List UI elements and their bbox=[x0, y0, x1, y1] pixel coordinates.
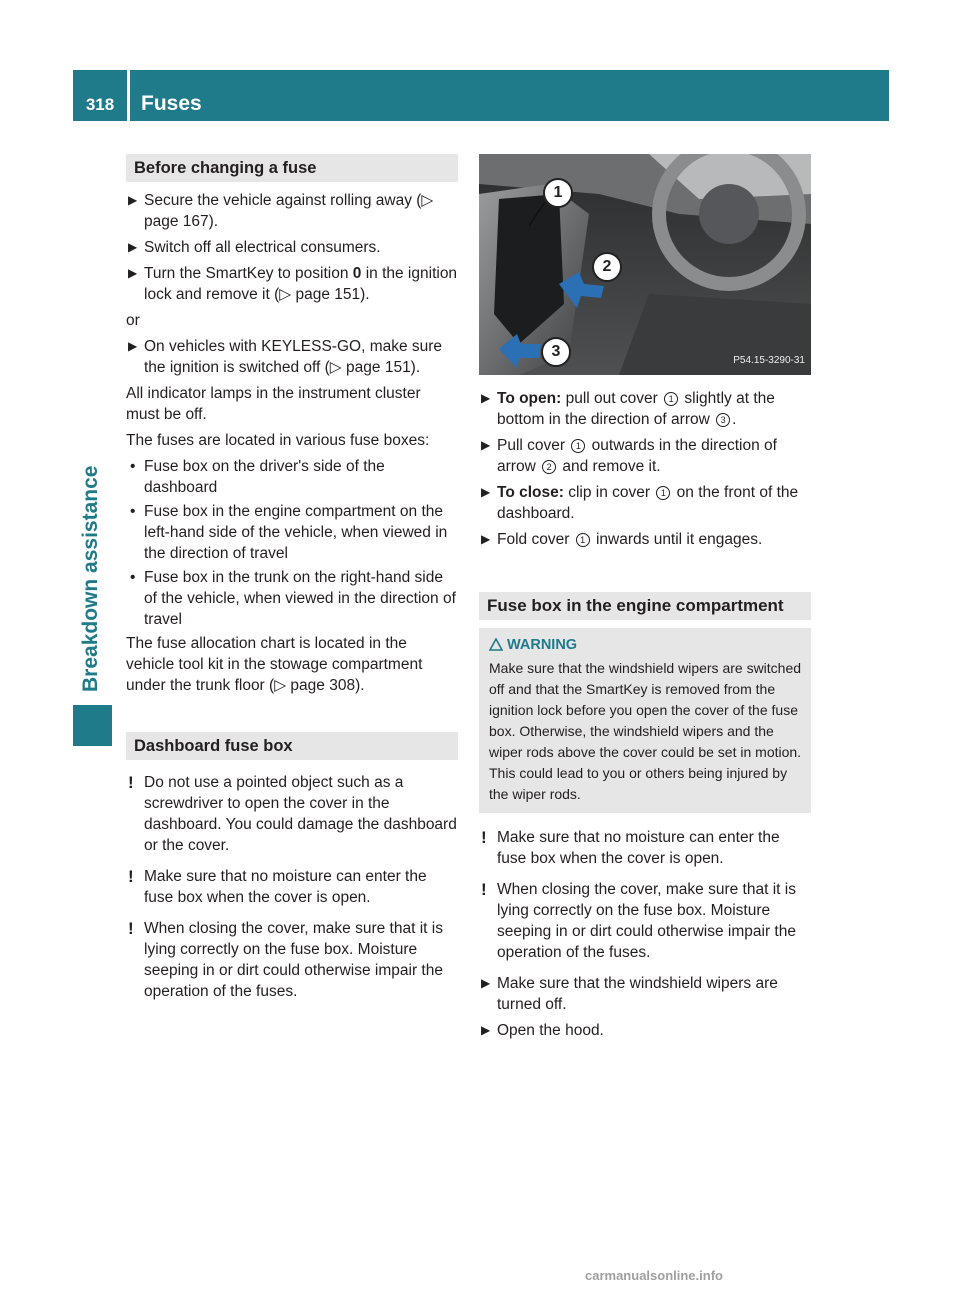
warning-text: Make sure that the windshield wipers are switched off and that the SmartKey is removed from the ignition lock before you open the cover of the fuse box. Otherwise, the windshield wipers and the wiper rods above the cover could be set in motion. This could lead to you or others being injured by the wiper rods. bbox=[489, 660, 802, 802]
warning-heading: WARNING bbox=[489, 635, 803, 656]
step-arrow-icon: ▶ bbox=[481, 532, 491, 546]
bullet-item: • Fuse box on the driver's side of the dashboard bbox=[130, 458, 385, 496]
step-arrow-icon: ▶ bbox=[128, 266, 138, 280]
bullet-item: • Fuse box in the engine compartment on the left-hand side of the vehicle, when viewed in the direction of travel bbox=[130, 503, 448, 562]
dashboard-fuse-cover-photo bbox=[479, 154, 811, 375]
callout-ref-1: 1 bbox=[656, 486, 670, 500]
footer-watermark: carmanualsonline.info bbox=[585, 1268, 723, 1283]
callout-ref-1: 1 bbox=[664, 392, 678, 406]
side-chapter-tab bbox=[73, 705, 112, 746]
step-item: ▶ Switch off all electrical consumers. bbox=[128, 239, 381, 256]
step-arrow-icon: ▶ bbox=[481, 976, 491, 990]
caution-note: ! Make sure that no moisture can enter the fuse box when the cover is open. bbox=[128, 867, 427, 906]
callout-ref-1: 1 bbox=[576, 533, 590, 547]
paragraph: The fuse allocation chart is located in the vehicle tool kit in the stowage compartment under the trunk floor (▷ page 308). bbox=[126, 635, 423, 694]
step-item: ▶ Fold cover 1 inwards until it engages. bbox=[481, 531, 763, 548]
paragraph: The fuses are located in various fuse boxes: bbox=[126, 432, 430, 449]
right-column bbox=[479, 154, 811, 1046]
exclamation-icon: ! bbox=[128, 919, 134, 938]
exclamation-icon: ! bbox=[128, 773, 134, 792]
warning-triangle-icon bbox=[489, 638, 503, 651]
bullet-item: • Fuse box in the trunk on the right-hand side of the vehicle, when viewed in the direction of travel bbox=[130, 569, 456, 628]
step-item: ▶ Secure the vehicle against rolling away (▷ page 167). bbox=[128, 192, 434, 230]
callout-2: 2 bbox=[592, 252, 622, 282]
section-heading-dashboard-fuse-box: Dashboard fuse box bbox=[126, 732, 458, 760]
step-item: ▶ To close: clip in cover 1 on the front of the dashboard. bbox=[481, 484, 799, 522]
section-heading-engine-fuse-box: Fuse box in the engine compartment bbox=[479, 592, 811, 620]
page-title: Fuses bbox=[141, 92, 202, 115]
paragraph: All indicator lamps in the instrument cluster must be off. bbox=[126, 385, 421, 423]
callout-3: 3 bbox=[541, 337, 571, 367]
image-code: P54.15-3290-31 bbox=[733, 355, 805, 366]
bullet-icon: • bbox=[130, 503, 136, 520]
bullet-icon: • bbox=[130, 458, 136, 475]
section-heading-before-changing: Before changing a fuse bbox=[126, 154, 458, 182]
caution-note: ! When closing the cover, make sure that it is lying correctly on the fuse box. Moisture seeping in or dirt could otherwise impair the operation of the fuses. bbox=[128, 919, 443, 1000]
or-text: or bbox=[126, 312, 140, 329]
caution-note: ! Make sure that no moisture can enter the fuse box when the cover is open. bbox=[481, 828, 780, 867]
step-arrow-icon: ▶ bbox=[481, 485, 491, 499]
step-item: ▶ Make sure that the windshield wipers are turned off. bbox=[481, 975, 778, 1013]
callout-ref-1: 1 bbox=[571, 439, 585, 453]
page-number: 318 bbox=[85, 95, 115, 114]
left-column bbox=[126, 154, 458, 1012]
exclamation-icon: ! bbox=[481, 828, 487, 847]
step-arrow-icon: ▶ bbox=[128, 339, 138, 353]
step-arrow-icon: ▶ bbox=[128, 240, 138, 254]
caution-note: ! When closing the cover, make sure that it is lying correctly on the fuse box. Moisture seeping in or dirt could otherwise impair the operation of the fuses. bbox=[481, 880, 796, 961]
exclamation-icon: ! bbox=[128, 867, 134, 886]
step-item: ▶ Pull cover 1 outwards in the direction of arrow 2 and remove it. bbox=[481, 437, 777, 475]
exclamation-icon: ! bbox=[481, 880, 487, 899]
page-header bbox=[73, 70, 889, 121]
step-item: ▶ On vehicles with KEYLESS-GO, make sure the ignition is switched off (▷ page 151). bbox=[128, 338, 443, 376]
step-item: ▶ To open: pull out cover 1 slightly at the bottom in the direction of arrow 3 . bbox=[481, 390, 775, 428]
step-item: ▶ Open the hood. bbox=[481, 1022, 604, 1039]
callout-ref-2: 2 bbox=[542, 460, 556, 474]
photo-illustration bbox=[479, 154, 811, 375]
bullet-icon: • bbox=[130, 569, 136, 586]
callout-ref-3: 3 bbox=[716, 413, 730, 427]
step-arrow-icon: ▶ bbox=[481, 1023, 491, 1037]
header-divider bbox=[127, 70, 130, 121]
side-chapter-text: Breakdown assistance bbox=[79, 465, 102, 692]
step-item: ▶ Turn the SmartKey to position 0 in the ignition lock and remove it (▷ page 151). bbox=[128, 265, 458, 303]
step-arrow-icon: ▶ bbox=[481, 391, 491, 405]
caution-note: ! Do not use a pointed object such as a screwdriver to open the cover in the dashboard. You could damage the dashboard or the cover. bbox=[128, 773, 457, 854]
callout-1: 1 bbox=[543, 178, 573, 208]
step-arrow-icon: ▶ bbox=[481, 438, 491, 452]
step-arrow-icon: ▶ bbox=[128, 193, 138, 207]
warning-box bbox=[479, 628, 811, 813]
